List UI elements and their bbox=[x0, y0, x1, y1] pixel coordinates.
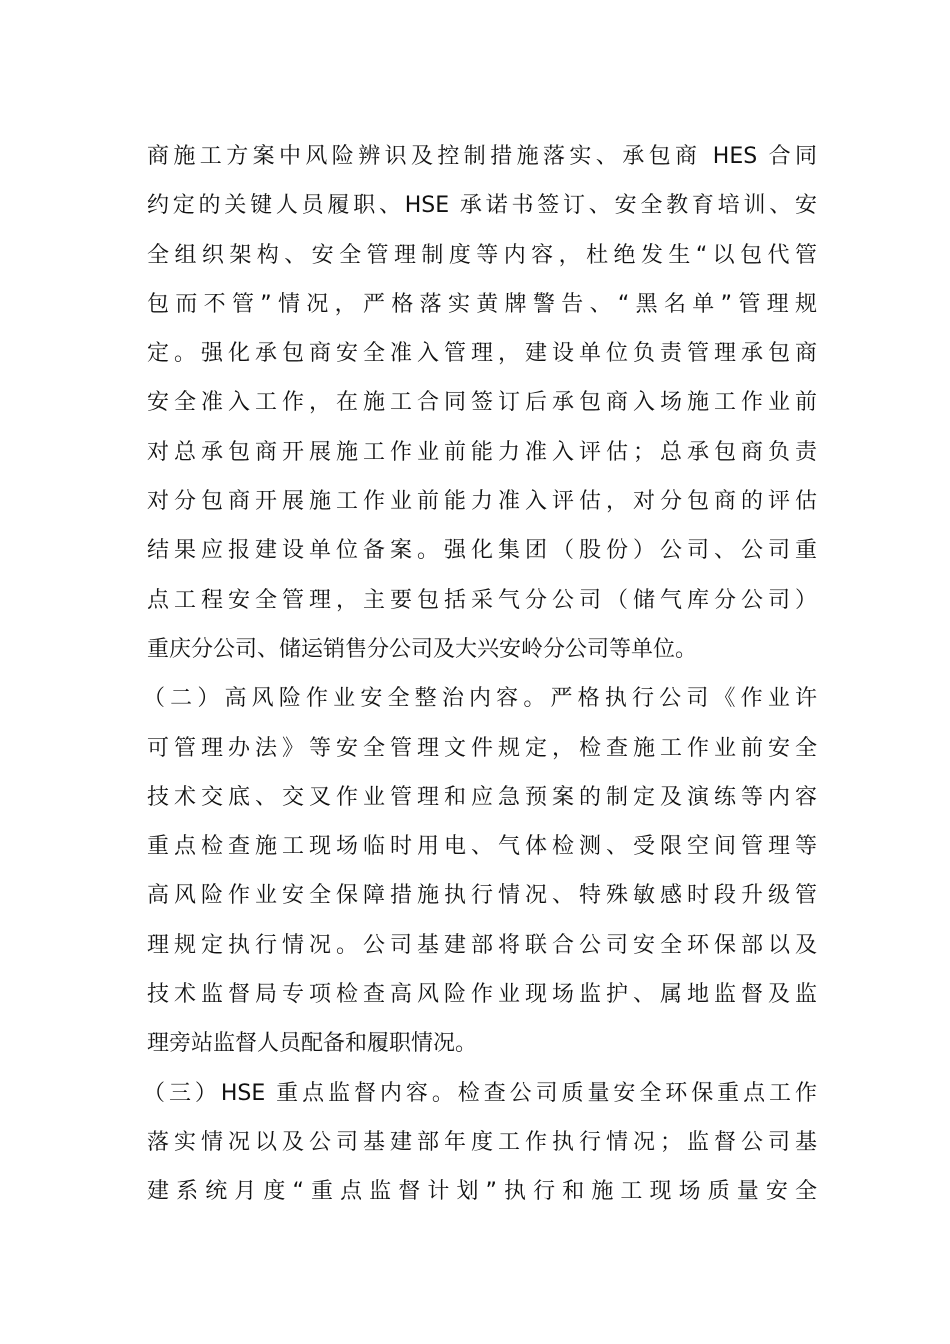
paragraph-3-line-3: 建系统月度“重点监督计划”执行和施工现场质量安全 bbox=[147, 1179, 817, 1205]
paragraph-2-line-7: 技术监督局专项检查高风险作业现场监护、属地监督及监 bbox=[147, 982, 817, 1008]
paragraph-2-line-4: 重点检查施工现场临时用电、气体检测、受限空间管理等 bbox=[147, 834, 817, 860]
paragraph-2-line-5: 高风险作业安全保障措施执行情况、特殊敏感时段升级管 bbox=[147, 883, 817, 909]
paragraph-1-line-8: 对分包商开展施工作业前能力准入评估，对分包商的评估 bbox=[147, 489, 817, 515]
paragraph-2-line-1: （二）高风险作业安全整治内容。严格执行公司《作业许 bbox=[143, 686, 817, 712]
paragraph-1-line-7: 对总承包商开展施工作业前能力准入评估；总承包商负责 bbox=[147, 439, 817, 465]
paragraph-2-line-2: 可管理办法》等安全管理文件规定，检查施工作业前安全 bbox=[147, 735, 817, 761]
paragraph-2-line-6: 理规定执行情况。公司基建部将联合公司安全环保部以及 bbox=[147, 932, 817, 958]
paragraph-1-line-10: 点工程安全管理，主要包括采气分公司（储气库分公司） bbox=[147, 587, 817, 613]
paragraph-3-line-2: 落实情况以及公司基建部年度工作执行情况；监督公司基 bbox=[147, 1129, 817, 1155]
paragraph-1-line-11: 重庆分公司、储运销售分公司及大兴安岭分公司等单位。 bbox=[147, 636, 698, 662]
paragraph-1-line-5: 定。强化承包商安全准入管理，建设单位负责管理承包商 bbox=[147, 341, 817, 367]
body-text bbox=[143, 132, 817, 1217]
paragraph-2-line-8: 理旁站监督人员配备和履职情况。 bbox=[147, 1031, 478, 1057]
paragraph-1-line-6: 安全准入工作，在施工合同签订后承包商入场施工作业前 bbox=[147, 390, 817, 416]
paragraph-1-line-9: 结果应报建设单位备案。强化集团（股份）公司、公司重 bbox=[147, 538, 817, 564]
paragraph-1-line-4: 包而不管”情况，严格落实黄牌警告、“黑名单”管理规 bbox=[147, 291, 817, 317]
paragraph-3-line-1: （三）HSE 重点监督内容。检查公司质量安全环保重点工作 bbox=[143, 1080, 817, 1106]
paragraph-1-line-2: 约定的关键人员履职、HSE 承诺书签订、安全教育培训、安 bbox=[147, 193, 817, 219]
paragraph-2-line-3: 技术交底、交叉作业管理和应急预案的制定及演练等内容 bbox=[147, 784, 817, 810]
paragraph-1-line-1: 商施工方案中风险辨识及控制措施落实、承包商 HES 合同 bbox=[147, 144, 817, 169]
paragraph-1-line-3: 全组织架构、安全管理制度等内容，杜绝发生“以包代管 bbox=[147, 242, 817, 268]
